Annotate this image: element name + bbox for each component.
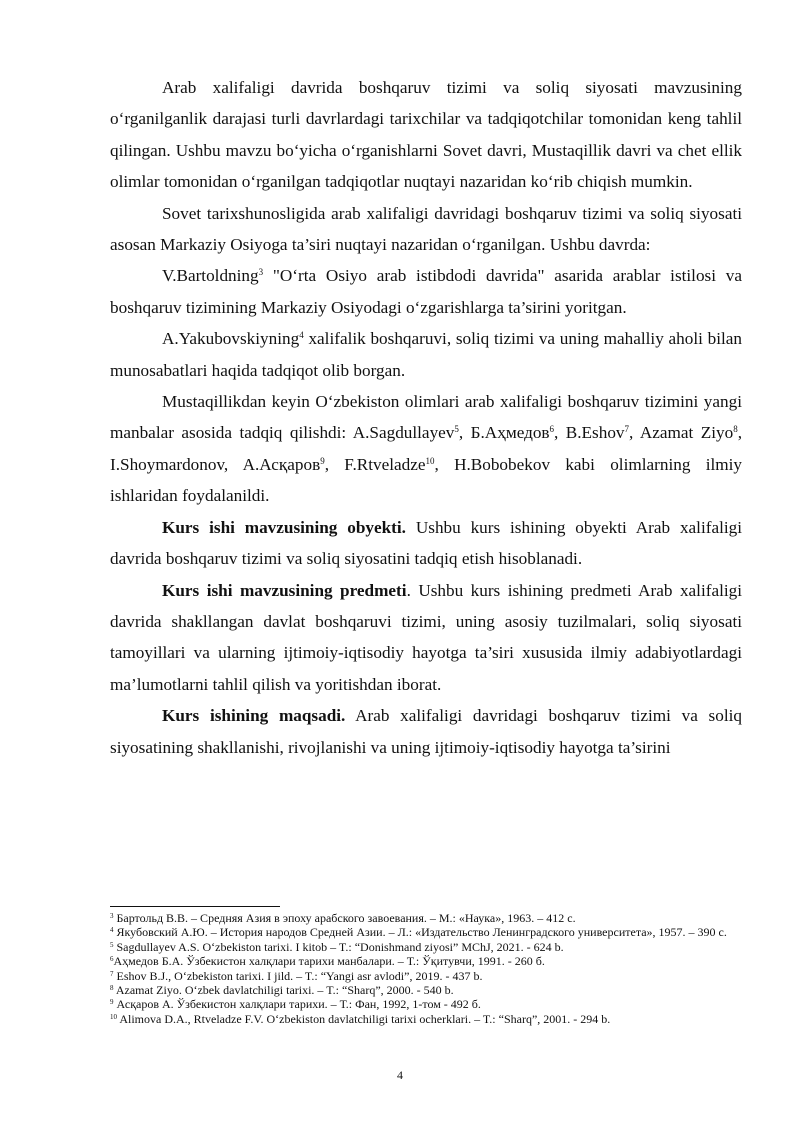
footnote-number: 4	[110, 926, 114, 935]
object-heading: Kurs ishi mavzusining obyekti.	[162, 517, 406, 537]
footnote-number: 9	[110, 998, 114, 1007]
footnote-ref-10[interactable]: 10	[425, 455, 435, 466]
footnote-item	[110, 940, 742, 954]
footnote-item	[110, 969, 742, 983]
paragraph-yakubovskiy	[110, 323, 742, 386]
scholars-text-2: , Б.Аҳмедов	[458, 423, 550, 443]
footnote-divider	[110, 906, 280, 907]
footnote-item	[110, 954, 742, 968]
paragraph-soviet-historiography: Sovet tarixshunosligida arab xalifaligi davridagi boshqaruv tizimi va soliq siyosati asosan Markaziy Osiyoga ta’siri nuqtayi nazaridan o‘rganilgan. Ushbu davrda:	[110, 203, 742, 255]
scholars-text-5: , I.Shoymardonov, A.Асқаров	[110, 423, 742, 474]
footnote-text: Асқаров А. Ўзбекистон халқлари тарихи. – Т.: Фан, 1992, 1-том - 492 б.	[113, 997, 481, 1012]
footnote-ref-7[interactable]: 7	[624, 424, 630, 435]
footnote-number: 10	[110, 1012, 117, 1021]
footnote-text: Бартольд В.В. – Средняя Азия в эпоху арабского завоевания. – М.: «Наука», 1963. – 412 с.	[113, 911, 576, 925]
page-number: 4	[397, 1068, 403, 1082]
paragraph-intro: Arab xalifaligi davrida boshqaruv tizimi va soliq siyosati mavzusining o‘rganilganlik darajasi turli davrlardagi tarixchilar va tadqiqotchilar tomonidan keng tahlil qilingan. Ushbu mavzu bo‘yicha o‘rganishlarni Sovet davri, Mustaqillik davri va chet ellik olimlar tomonidan o‘rganilgan tadqiqotlar nuqtayi nazaridan ko‘rib chiqish mumkin.	[110, 78, 742, 192]
footnote-ref-9[interactable]: 9	[320, 455, 325, 466]
footnote-number: 7	[110, 969, 114, 978]
footnote-ref-8[interactable]: 8	[733, 424, 738, 435]
footnote-ref-4[interactable]: 4	[299, 330, 304, 341]
footnote-text: Azamat Ziyo. O‘zbek davlatchiligi tarixi. – T.: “Sharq”, 2000. - 540 b.	[113, 983, 454, 998]
author-bartold: V.Bartoldning	[162, 266, 259, 286]
footnotes	[110, 911, 742, 1026]
footnote-text: Аҳмедов Б.А. Ўзбекистон халқлари тарихи манбалари. – Т.: Ўқитувчи, 1991. - 260 б.	[113, 954, 545, 969]
footnote-ref-5[interactable]: 5	[454, 424, 459, 435]
paragraph-bartold	[110, 260, 742, 323]
footnote-text: Sagdullayev A.S. O‘zbekiston tarixi. I kitob – T.: “Donishmand ziyosi” MChJ, 2021. - 624 b.	[113, 939, 564, 954]
scholars-text-3: , B.Eshov	[554, 423, 625, 443]
footnote-ref-3[interactable]: 3	[258, 267, 264, 278]
goal-heading: Kurs ishining maqsadi.	[162, 706, 346, 726]
author-yakubovskiy: A.Yakubovskiyning	[162, 329, 300, 349]
footnote-ref-6[interactable]: 6	[549, 424, 555, 435]
footnote-number: 6	[110, 955, 114, 964]
scholars-text-7: , H.Bobobekov kabi olimlarning ilmiy ishlaridan foydalanildi.	[110, 454, 742, 506]
footnote-number: 8	[110, 984, 114, 993]
footnote-item	[110, 925, 742, 939]
bartold-text: "O‘rta Osiyo arab istibdodi davrida" asarida arablar istilosi va boshqaruv tizimining Markaziy Osiyodagi o‘zgarishlarga ta’sirini yoritgan.	[110, 266, 742, 317]
scholars-text-6: , F.Rtveladze	[324, 454, 426, 474]
yakubovskiy-text: xalifalik boshqaruvi, soliq tizimi va uning mahalliy aholi bilan munosabatlari haqida tadqiqot olib borgan.	[110, 329, 742, 380]
footnote-item	[110, 1012, 742, 1026]
footnote-text: Alimova D.A., Rtveladze F.V. O‘zbekiston davlatchiligi tarixi ocherklari. – T.: “Sharq”, 2001. - 294 b.	[117, 1011, 611, 1026]
body-text	[110, 72, 742, 763]
subject-heading: Kurs ishi mavzusining predmeti	[162, 580, 407, 600]
paragraph-object	[110, 512, 742, 575]
footnote-item	[110, 983, 742, 997]
scholars-text-1: Mustaqillikdan keyin O‘zbekiston olimlari arab xalifaligi boshqaruv tizimini yangi manbalar asosida tadqiq qilishdi: A.Sagdullayev	[110, 392, 742, 443]
footnote-item	[110, 997, 742, 1011]
paragraph-subject	[110, 575, 742, 701]
paragraph-goal	[110, 700, 742, 763]
footnote-text: Eshov B.J., O‘zbekiston tarixi. I jild. – T.: “Yangi asr avlodi”, 2019. - 437 b.	[113, 968, 483, 983]
footnote-text: Якубовский А.Ю. – История народов Средней Азии. – Л.: «Издательство Ленинградского университета», 1957. – 390 с.	[113, 925, 727, 940]
footnote-number: 5	[110, 940, 114, 949]
footnote-item	[110, 911, 742, 925]
object-text: Ushbu kurs ishining obyekti Arab xalifaligi davrida boshqaruv tizimi va soliq siyosatini tadqiq etish hisoblanadi.	[110, 517, 742, 569]
subject-text: . Ushbu kurs ishining predmeti Arab xalifaligi davrida shakllangan davlat boshqaruvi tizimi, uning asosiy tuzilmalari, soliq siyosati tamoyillari va ularning ijtimoiy-iqtisodiy hayotga ta’siri xususida ilmiy adabiyotlardagi ma’lumotlarni tahlil qilish va yoritishdan iborat.	[110, 580, 742, 694]
footnote-number: 3	[110, 912, 114, 920]
goal-text: Arab xalifaligi davridagi boshqaruv tizimi va soliq siyosatining shakllanishi, rivojlanishi va uning ijtimoiy-iqtisodiy hayotga ta’sirini	[110, 706, 742, 757]
paragraph-independence-scholars	[110, 386, 742, 512]
scholars-text-4: , Azamat Ziyo	[629, 423, 734, 443]
